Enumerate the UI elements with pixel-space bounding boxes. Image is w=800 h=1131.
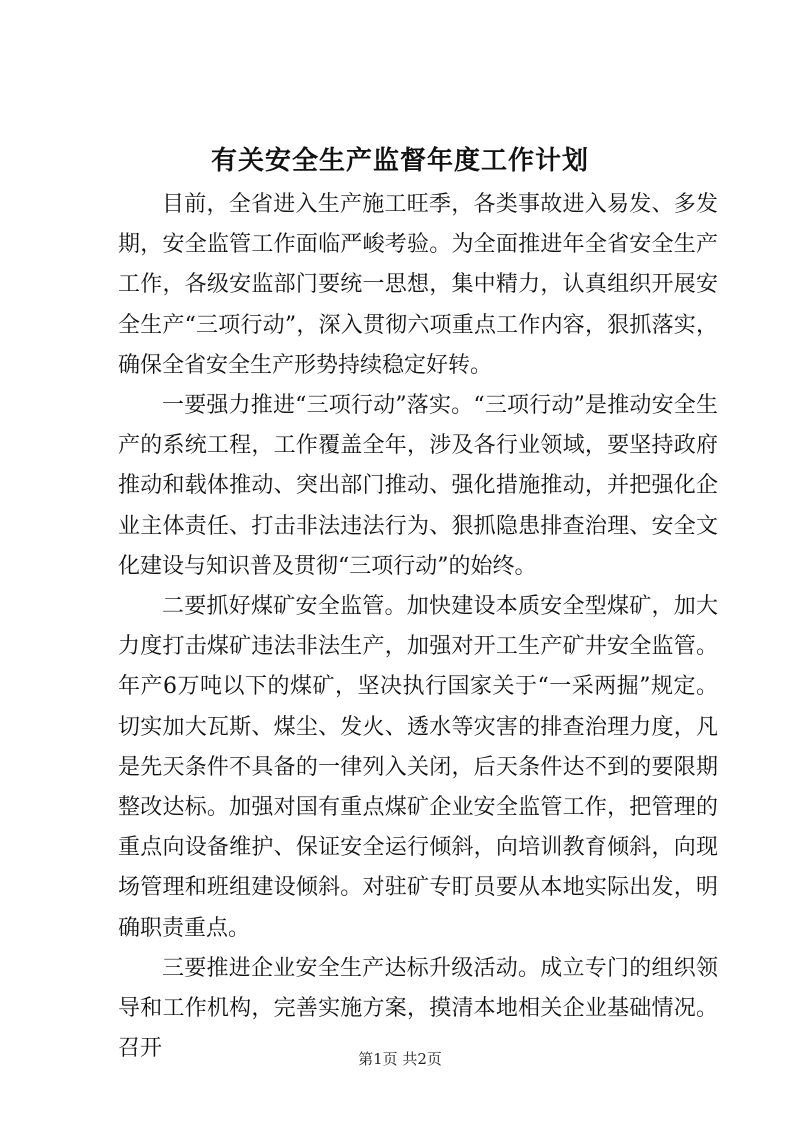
paragraph-1: 目前，全省进入生产施工旺季，各类事故进入易发、多发期，安全监管工作面临严峻考验。为全面推进年全省安全生产工作，各级安监部门要统一思想，集中精力，认真组织开展安全生产“三项行动”，深入贯彻六项重点工作内容，狠抓落实，确保全省安全生产形势持续稳定好转。	[118, 192, 718, 378]
paragraph-3: 二要抓好煤矿安全监管。加快建设本质安全型煤矿，加大力度打击煤矿违法非法生产，加强对开工生产矿井安全监管。年产6万吨以下的煤矿，坚决执行国家关于“一采两掘”规定。切实加大瓦斯、煤尘、发火、透水等灾害的排查治理力度，凡是先天条件不具备的一律列入关闭，后天条件达不到的要限期整改达标。加强对国有重点煤矿企业安全监管工作，把管理的重点向设备维护、保证安全运行倾斜，向培训教育倾斜，向现场管理和班组建设倾斜。对驻矿专盯员要从本地实际出发，明确职责重点。	[118, 594, 718, 941]
document-title: 有关安全生产监督年度工作计划	[210, 146, 589, 176]
document-body	[118, 185, 718, 1069]
paragraph-4: 三要推进企业安全生产达标升级活动。成立专门的组织领导和工作机构，完善实施方案，摸清本地相关企业基础情况。召开	[118, 955, 718, 1062]
paragraph-2: 一要强力推进“三项行动”落实。“三项行动”是推动安全生产的系统工程，工作覆盖全年，涉及各行业领域，要坚持政府推动和载体推动、突出部门推动、强化措施推动，并把强化企业主体责任、打击非法违法行为、狠抓隐患排查治理、安全文化建设与知识普及贯彻“三项行动”的始终。	[118, 393, 718, 579]
page-footer: 第1页 共2页	[358, 1050, 442, 1068]
